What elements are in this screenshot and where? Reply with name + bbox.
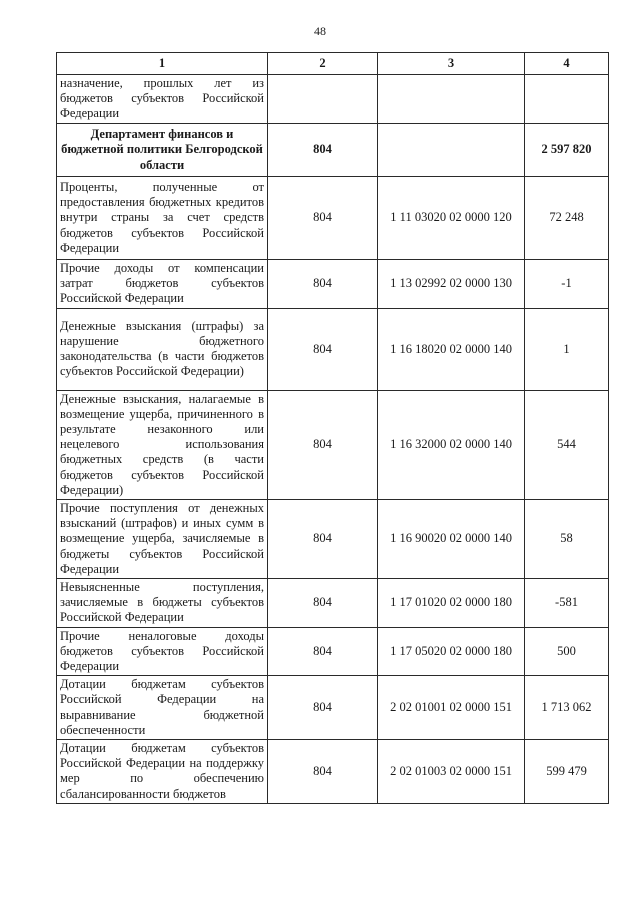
header-row bbox=[57, 53, 609, 75]
header-col-3: 3 bbox=[378, 53, 525, 75]
row-revenue-code bbox=[378, 124, 525, 177]
row-amount: 1 bbox=[525, 308, 609, 390]
table-row bbox=[57, 579, 609, 628]
row-admin-code: 804 bbox=[268, 177, 378, 260]
row-admin-code: 804 bbox=[268, 260, 378, 309]
row-amount: 1 713 062 bbox=[525, 676, 609, 740]
row-revenue-code: 1 17 05020 02 0000 180 bbox=[378, 627, 525, 676]
row-admin-code: 804 bbox=[268, 740, 378, 804]
row-name: Денежные взыскания, налагаемые в возмещение ущерба, причиненного в результате незаконного или нецелевого использования бюджетных средств (в части бюджетов субъектов Российской Федерации) bbox=[57, 390, 268, 499]
row-name: Прочие поступления от денежных взысканий (штрафов) и иных сумм в возмещение ущерба, зачисляемые в бюджеты субъектов Российской Федерации bbox=[57, 500, 268, 579]
header-col-2: 2 bbox=[268, 53, 378, 75]
page-number: 48 bbox=[314, 24, 326, 38]
row-revenue-code: 1 16 90020 02 0000 140 bbox=[378, 500, 525, 579]
table-row bbox=[57, 260, 609, 309]
row-revenue-code: 1 16 32000 02 0000 140 bbox=[378, 390, 525, 499]
header-col-4: 4 bbox=[525, 53, 609, 75]
row-name: Невыясненные поступления, зачисляемые в бюджеты субъектов Российской Федерации bbox=[57, 579, 268, 628]
row-admin-code: 804 bbox=[268, 500, 378, 579]
row-admin-code: 804 bbox=[268, 579, 378, 628]
table-row bbox=[57, 627, 609, 676]
row-name: назначение, прошлых лет из бюджетов субъектов Российской Федерации bbox=[57, 75, 268, 124]
row-amount: 72 248 bbox=[525, 177, 609, 260]
table-row bbox=[57, 740, 609, 804]
row-admin-code: 804 bbox=[268, 308, 378, 390]
revenue-table bbox=[56, 52, 609, 804]
row-name: Дотации бюджетам субъектов Российской Федерации на выравнивание бюджетной обеспеченности bbox=[57, 676, 268, 740]
row-admin-code bbox=[268, 75, 378, 124]
row-name: Денежные взыскания (штрафы) за нарушение бюджетного законодательства (в части бюджетов субъектов Российской Федерации) bbox=[57, 308, 268, 390]
row-amount bbox=[525, 75, 609, 124]
row-admin-code: 804 bbox=[268, 676, 378, 740]
header-col-1: 1 bbox=[57, 53, 268, 75]
row-admin-code: 804 bbox=[268, 390, 378, 499]
table-row bbox=[57, 308, 609, 390]
department-row bbox=[57, 124, 609, 177]
department-total: 2 597 820 bbox=[525, 124, 609, 177]
row-name: Прочие неналоговые доходы бюджетов субъектов Российской Федерации bbox=[57, 627, 268, 676]
row-revenue-code: 2 02 01003 02 0000 151 bbox=[378, 740, 525, 804]
row-revenue-code bbox=[378, 75, 525, 124]
row-name: Прочие доходы от компенсации затрат бюджетов субъектов Российской Федерации bbox=[57, 260, 268, 309]
row-admin-code: 804 bbox=[268, 627, 378, 676]
row-amount: 544 bbox=[525, 390, 609, 499]
row-admin-code: 804 bbox=[268, 124, 378, 177]
row-amount: -1 bbox=[525, 260, 609, 309]
row-amount: 500 bbox=[525, 627, 609, 676]
row-name: Дотации бюджетам субъектов Российской Федерации на поддержку мер по обеспечению сбалансированности бюджетов bbox=[57, 740, 268, 804]
table-row bbox=[57, 676, 609, 740]
row-revenue-code: 2 02 01001 02 0000 151 bbox=[378, 676, 525, 740]
table-row bbox=[57, 390, 609, 499]
row-amount: 599 479 bbox=[525, 740, 609, 804]
row-amount: -581 bbox=[525, 579, 609, 628]
department-name: Департамент финансов и бюджетной политики Белгородской области bbox=[57, 124, 268, 177]
row-amount: 58 bbox=[525, 500, 609, 579]
table-row bbox=[57, 75, 609, 124]
row-revenue-code: 1 16 18020 02 0000 140 bbox=[378, 308, 525, 390]
table-row bbox=[57, 500, 609, 579]
row-revenue-code: 1 17 01020 02 0000 180 bbox=[378, 579, 525, 628]
row-revenue-code: 1 13 02992 02 0000 130 bbox=[378, 260, 525, 309]
table-row bbox=[57, 177, 609, 260]
row-revenue-code: 1 11 03020 02 0000 120 bbox=[378, 177, 525, 260]
row-name: Проценты, полученные от предоставления бюджетных кредитов внутри страны за счет средств бюджетов субъектов Российской Федерации bbox=[57, 177, 268, 260]
